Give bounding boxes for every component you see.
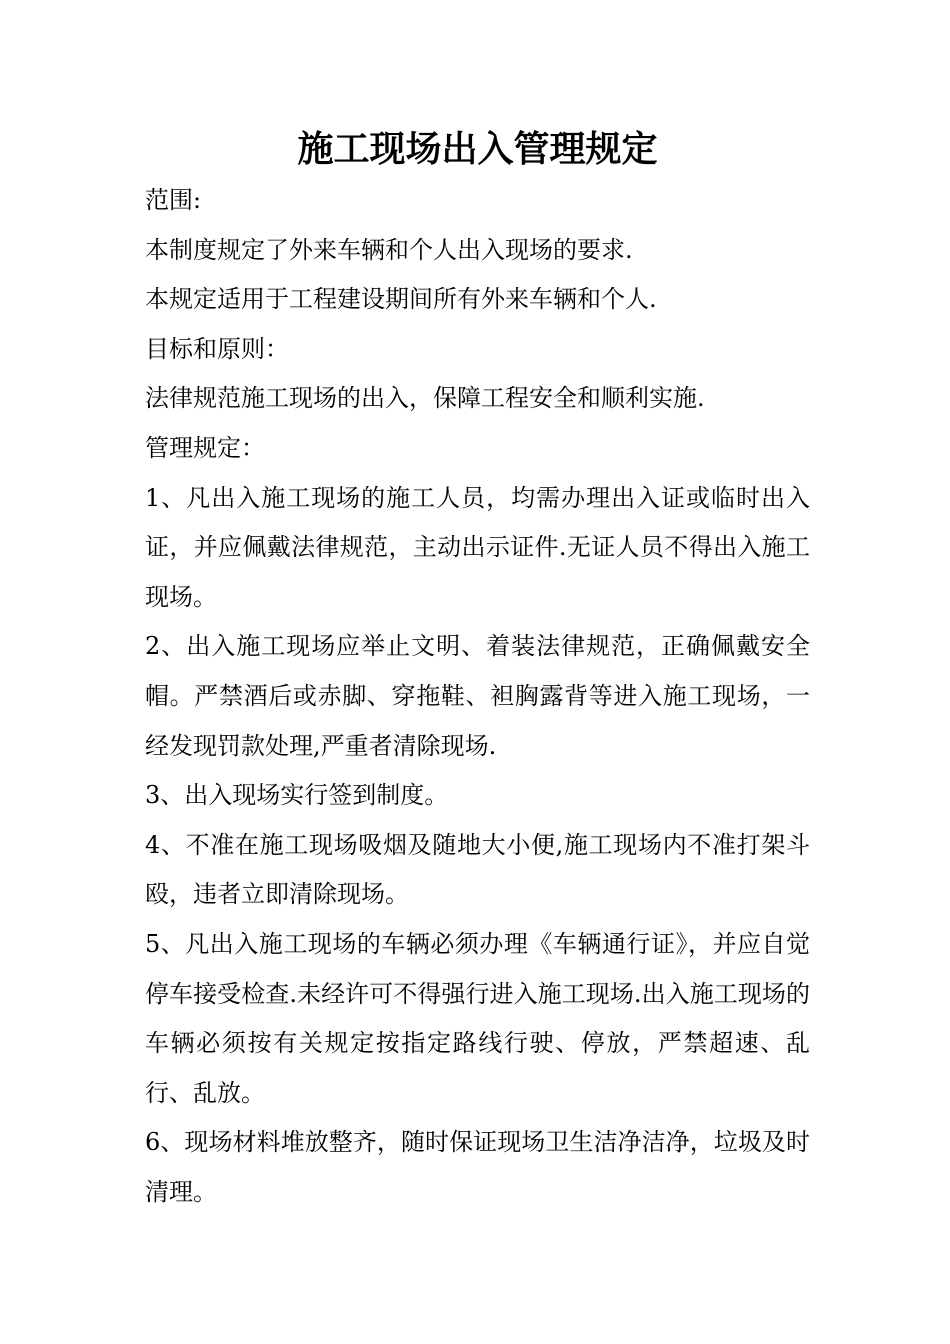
paragraph-scope-1: 本制度规定了外来车辆和个人出入现场的要求.: [145, 235, 633, 264]
paragraph-scope-heading: 范围:: [145, 186, 202, 214]
rule-item-1: 1、凡出入施工现场的施工人员，均需办理出入证或临时出入证，并应佩戴法律规范，主动出示证件.无证人员不得出入施工现场。: [145, 483, 810, 611]
rule-item-6: 6、现场材料堆放整齐，随时保证现场卫生洁净洁净，垃圾及时清理。: [145, 1128, 810, 1206]
document-title: 施工现场出入管理规定: [297, 129, 658, 170]
rule-item-5: 5、凡出入施工现场的车辆必须办理《车辆通行证》，并应自觉停车接受检查.未经许可不得强行进入施工现场.出入施工现场的车辆必须按有关规定按指定路线行驶、停放，严禁超速、乱行、乱放。: [145, 929, 810, 1107]
paragraph-goals-heading: 目标和原则：: [145, 334, 289, 363]
rule-item-2: 2、出入施工现场应举止文明、着装法律规范，正确佩戴安全帽。严禁酒后或赤脚、穿拖鞋、袒胸露背等进入施工现场，一经发现罚款处理,严重者清除现场.: [145, 632, 810, 760]
document-body: [145, 176, 810, 1217]
paragraph-scope-2: 本规定适用于工程建设期间所有外来车辆和个人.: [145, 285, 657, 314]
rule-item-3: 3、出入现场实行签到制度。: [145, 781, 449, 810]
rule-item-4: 4、不准在施工现场吸烟及随地大小便,施工现场内不准打架斗殴，违者立即清除现场。: [145, 830, 810, 909]
paragraph-rules-heading: 管理规定：: [145, 433, 265, 462]
paragraph-goals-1: 法律规范施工现场的出入，保障工程安全和顺利实施.: [145, 384, 705, 413]
